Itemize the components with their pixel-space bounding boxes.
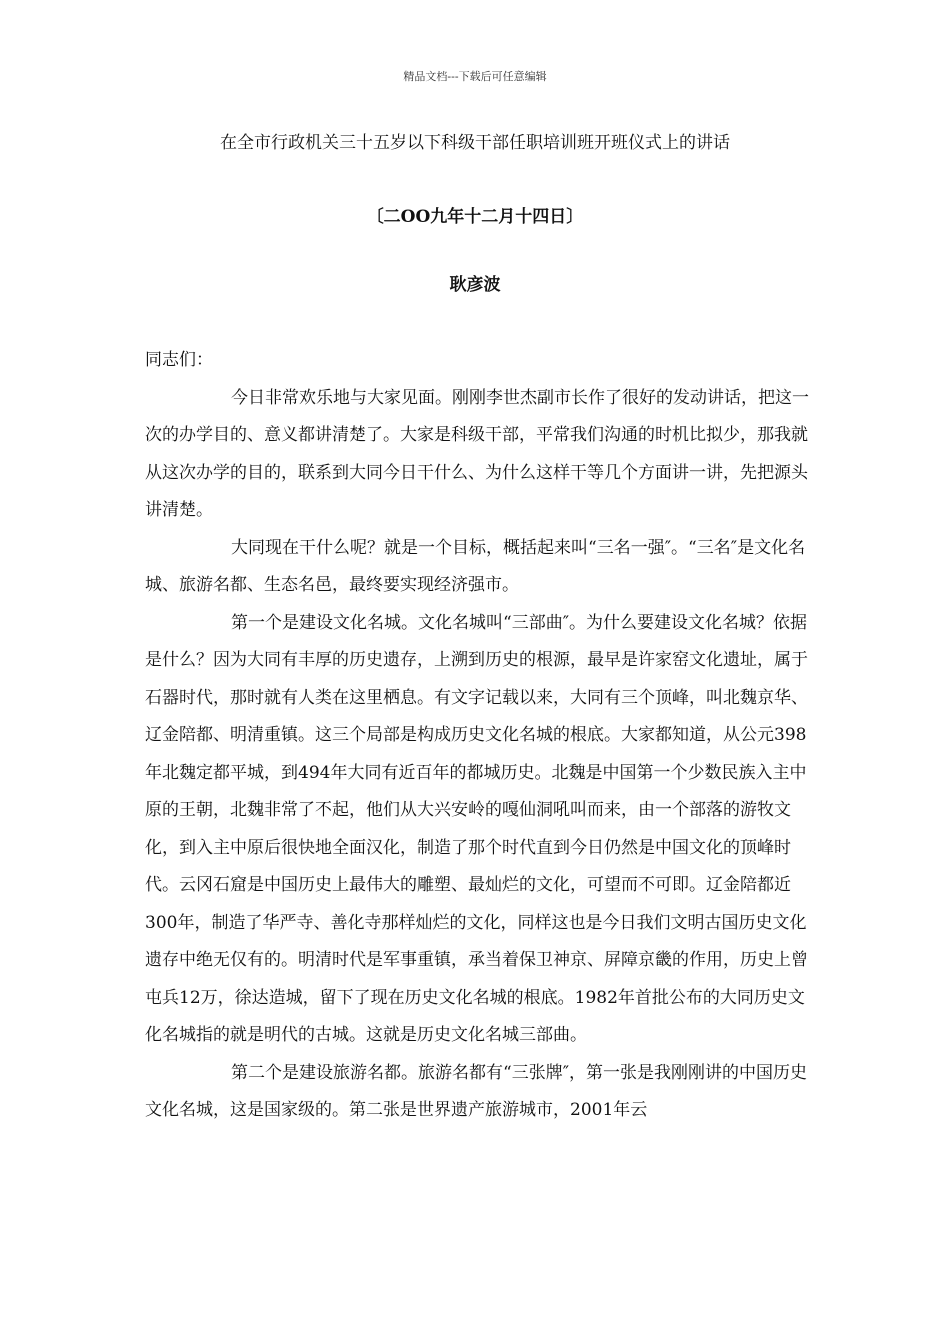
document-author: 耿彦波 bbox=[449, 275, 501, 295]
paragraph: 第二个是建设旅游名都。旅游名都有“三张牌″，第一张是我刚刚讲的中国历史文化名城，这是国家级的。第二张是世界遗产旅游城市，2001年云 bbox=[145, 1062, 808, 1120]
document-title: 在全市行政机关三十五岁以下科级干部任职培训班开班仪式上的讲话 bbox=[220, 133, 730, 153]
document-body bbox=[145, 342, 820, 1130]
paragraph: 今日非常欢乐地与大家见面。刚刚李世杰副市长作了很好的发动讲话，把这一次的办学目的、意义都讲清楚了。大家是科级干部，平常我们沟通的时机比拟少，那我就从这次办学的目的，联系到大同今日干什么、为什么这样干等几个方面讲一讲，先把源头讲清楚。 bbox=[145, 387, 809, 520]
salutation: 同志们： bbox=[145, 350, 213, 370]
paragraph: 第一个是建设文化名城。文化名城叫“三部曲″。为什么要建设文化名城？依据是什么？因为大同有丰厚的历史遗存，上溯到历史的根源，最早是许家窑文化遗址，属于石器时代，那时就有人类在这里栖息。有文字记载以来，大同有三个顶峰，叫北魏京华、辽金陪都、明清重镇。这三个局部是构成历史文化名城的根底。大家都知道，从公元398年北魏定都平城，到494年大同有近百年的都城历史。北魏是中国第一个少数民族入主中原的王朝，北魏非常了不起，他们从大兴安岭的嘎仙洞吼叫而来，由一个部落的游牧文化，到入主中原后很快地全面汉化，制造了那个时代直到今日仍然是中国文化的顶峰时代。云冈石窟是中国历史上最伟大的雕塑、最灿烂的文化，可望而不可即。辽金陪都近300年，制造了华严寺、善化寺那样灿烂的文化，同样这也是今日我们文明古国历史文化遗存中绝无仅有的。明清时代是军事重镇，承当着保卫神京、屏障京畿的作用，历史上曾屯兵12万，徐达造城，留下了现在历史文化名城的根底。1982年首批公布的大同历史文化名城指的就是明代的古城。这就是历史文化名城三部曲。 bbox=[145, 612, 808, 1045]
paragraph: 大同现在干什么呢？就是一个目标，概括起来叫“三名一强″。“三名″是文化名城、旅游名都、生态名邑，最终要实现经济强市。 bbox=[145, 537, 806, 595]
header-watermark: 精品文档---下载后可任意编辑 bbox=[403, 70, 547, 83]
document-date: 〔二OO九年十二月十四日〕 bbox=[366, 207, 584, 227]
